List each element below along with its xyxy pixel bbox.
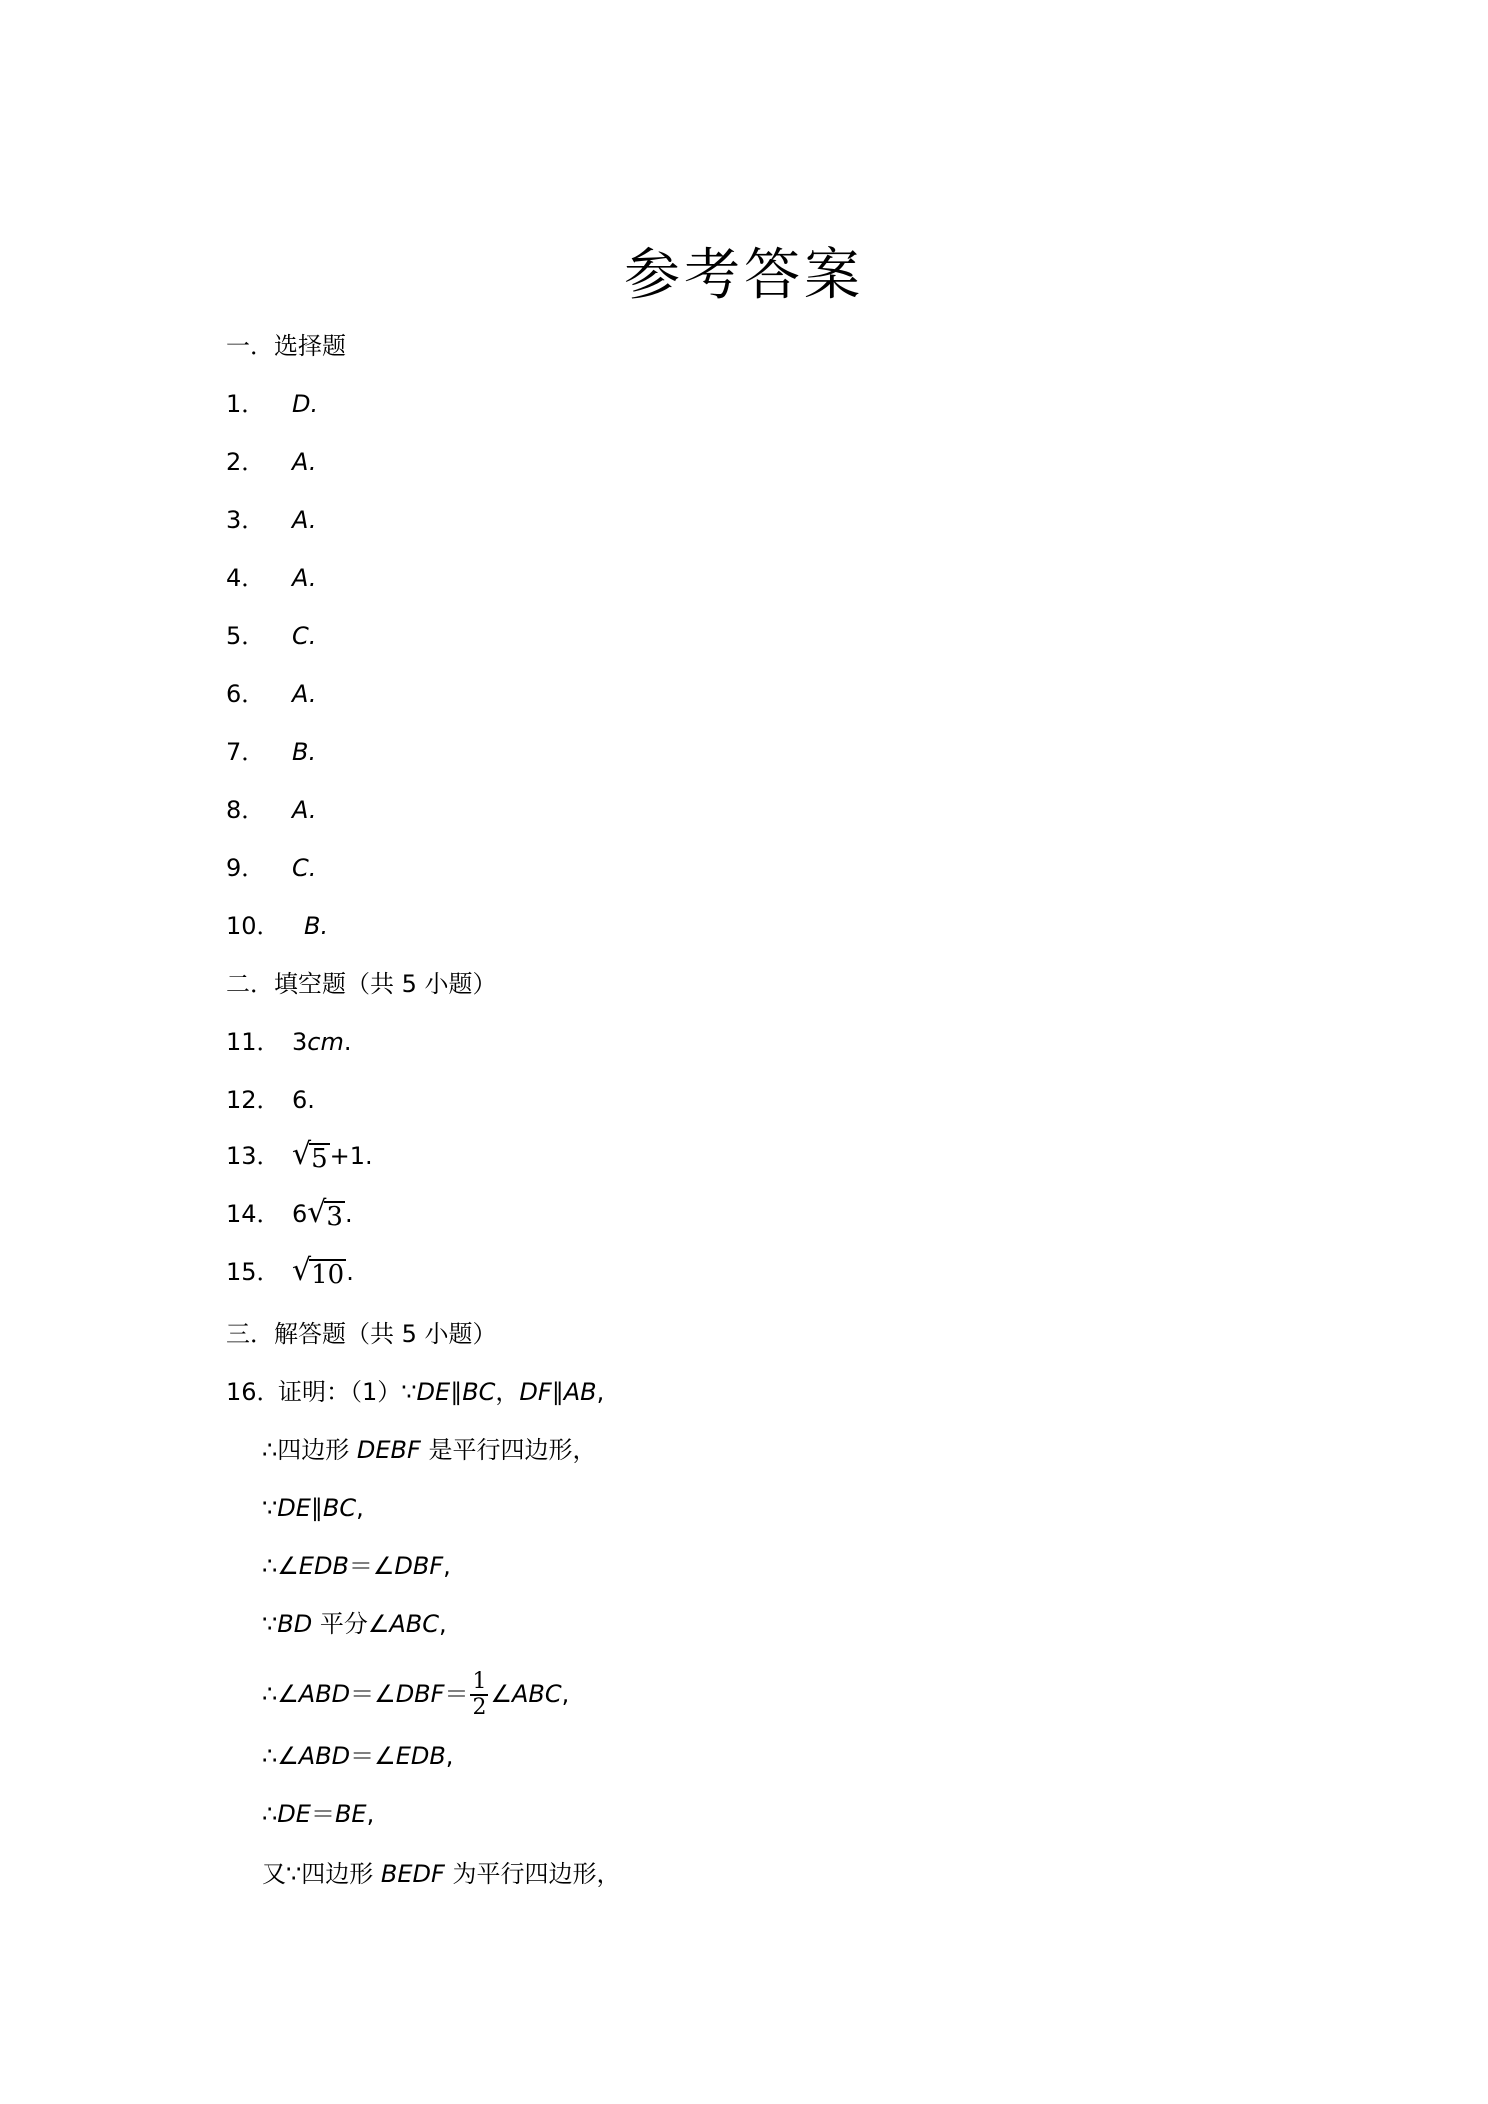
answer-item-7 bbox=[226, 736, 316, 768]
math-expr: ABD bbox=[298, 1680, 351, 1708]
math-expr: ABD bbox=[298, 1742, 351, 1770]
proof-text: , bbox=[439, 1610, 447, 1638]
proof-text: , bbox=[561, 1680, 570, 1708]
answer-item-11 bbox=[226, 1026, 352, 1058]
item-answer: A. bbox=[292, 796, 317, 824]
proof-line-5 bbox=[262, 1608, 447, 1640]
coefficient: 6 bbox=[292, 1200, 308, 1228]
item-number: 11． bbox=[226, 1028, 281, 1056]
proof-text: ∴ bbox=[262, 1800, 278, 1828]
proof-text: ＝∠ bbox=[348, 1552, 395, 1580]
item-answer-end: . bbox=[346, 1258, 354, 1286]
math-expr: DE∥BC bbox=[277, 1494, 357, 1522]
section-heading-solution: 三．解答题（共 5 小题） bbox=[226, 1320, 497, 1348]
item-number: 16． bbox=[226, 1378, 281, 1406]
math-expr: EDB bbox=[395, 1742, 446, 1770]
item-number: 7． bbox=[226, 738, 266, 766]
item-number: 2． bbox=[226, 448, 266, 476]
section-heading-choice: 一．选择题 bbox=[226, 332, 346, 360]
math-expr: ABC bbox=[389, 1610, 440, 1638]
item-number: 8． bbox=[226, 796, 266, 824]
proof-text: 为平行四边形， bbox=[444, 1860, 621, 1888]
math-expr: BEDF bbox=[380, 1860, 445, 1888]
radical-sign-icon: √ bbox=[292, 1253, 312, 1288]
item-answer: C. bbox=[292, 854, 317, 882]
answer-item-3 bbox=[226, 504, 317, 536]
item-number: 5． bbox=[226, 622, 266, 650]
square-root bbox=[307, 1195, 345, 1232]
proof-text: ＝ bbox=[310, 1800, 335, 1828]
fraction-denominator: 2 bbox=[472, 1695, 487, 1720]
answer-item-15 bbox=[226, 1253, 354, 1290]
proof-text: , bbox=[366, 1800, 375, 1828]
fraction-numerator: 1 bbox=[472, 1669, 487, 1694]
fraction bbox=[470, 1670, 488, 1720]
item-number: 10． bbox=[226, 912, 281, 940]
radical-sign-icon: √ bbox=[307, 1195, 327, 1230]
answer-item-10 bbox=[226, 910, 328, 942]
item-answer: D. bbox=[292, 390, 319, 418]
proof-text: ， bbox=[495, 1378, 520, 1406]
item-number: 3． bbox=[226, 506, 266, 534]
item-answer-value: 3 bbox=[292, 1028, 308, 1056]
square-root bbox=[292, 1137, 330, 1174]
item-answer: A. bbox=[292, 564, 317, 592]
item-number: 12． bbox=[226, 1086, 281, 1114]
proof-line-6 bbox=[262, 1666, 569, 1722]
proof-line-4 bbox=[262, 1550, 451, 1582]
proof-text: 又∵四边形 bbox=[262, 1860, 381, 1888]
math-expr: BD bbox=[277, 1610, 313, 1638]
answer-item-2 bbox=[226, 446, 317, 478]
item-answer: 6. bbox=[292, 1086, 315, 1114]
page-title: 参考答案 bbox=[624, 243, 864, 308]
proof-line-9 bbox=[262, 1858, 620, 1890]
item-answer: A. bbox=[292, 448, 317, 476]
math-expr: DF∥AB bbox=[519, 1378, 597, 1406]
math-expr: DEBF bbox=[356, 1436, 421, 1464]
proof-text: ∵ bbox=[262, 1610, 278, 1638]
proof-line-7 bbox=[262, 1740, 453, 1772]
math-expr: DBF bbox=[394, 1552, 444, 1580]
proof-text: , bbox=[443, 1552, 451, 1580]
answer-item-13 bbox=[226, 1137, 373, 1174]
item-answer-end: . bbox=[343, 1028, 352, 1056]
item-answer: B. bbox=[304, 912, 329, 940]
proof-text: ＝∠ bbox=[350, 1742, 396, 1770]
answer-item-5 bbox=[226, 620, 316, 652]
item-number: 9． bbox=[226, 854, 266, 882]
proof-text: 证明：（1）∵ bbox=[278, 1378, 417, 1406]
proof-text: , bbox=[445, 1742, 454, 1770]
item-answer-unit: cm bbox=[307, 1028, 344, 1056]
math-expr: DE∥BC bbox=[416, 1378, 496, 1406]
answer-item-14 bbox=[226, 1195, 353, 1232]
math-expr: ABC bbox=[511, 1680, 562, 1708]
item-answer-end: +1. bbox=[329, 1142, 373, 1170]
radicand: 5 bbox=[311, 1144, 328, 1174]
proof-line-8 bbox=[262, 1798, 374, 1830]
proof-text: ∵ bbox=[262, 1494, 278, 1522]
item-number: 13． bbox=[226, 1142, 281, 1170]
math-expr: DBF bbox=[395, 1680, 445, 1708]
answer-item-4 bbox=[226, 562, 317, 594]
item-answer: A. bbox=[292, 680, 317, 708]
math-expr: EDB bbox=[298, 1552, 349, 1580]
proof-line-3 bbox=[262, 1492, 364, 1524]
item-answer: A. bbox=[292, 506, 317, 534]
item-answer: C. bbox=[292, 622, 317, 650]
proof-text: ∴∠ bbox=[262, 1742, 299, 1770]
proof-text: , bbox=[596, 1378, 605, 1406]
answer-item-6 bbox=[226, 678, 317, 710]
answer-item-1 bbox=[226, 388, 318, 420]
item-number: 1． bbox=[226, 390, 266, 418]
item-number: 4． bbox=[226, 564, 266, 592]
section-heading-fill: 二．填空题（共 5 小题） bbox=[226, 970, 497, 998]
proof-text: , bbox=[356, 1494, 364, 1522]
item-number: 14． bbox=[226, 1200, 281, 1228]
item-answer-end: . bbox=[344, 1200, 353, 1228]
proof-text: ∠ bbox=[490, 1680, 512, 1708]
proof-line-2 bbox=[262, 1434, 596, 1466]
math-expr: DE bbox=[277, 1800, 311, 1828]
item-number: 15． bbox=[226, 1258, 281, 1286]
item-number: 6． bbox=[226, 680, 266, 708]
proof-text: ∴∠ bbox=[262, 1680, 299, 1708]
radicand: 3 bbox=[326, 1202, 343, 1232]
proof-text: ＝ bbox=[444, 1680, 469, 1708]
proof-text: 是平行四边形， bbox=[420, 1436, 597, 1464]
math-expr: BE bbox=[334, 1800, 367, 1828]
proof-text: ＝∠ bbox=[350, 1680, 396, 1708]
answer-item-9 bbox=[226, 852, 316, 884]
radical-sign-icon: √ bbox=[292, 1137, 312, 1172]
square-root bbox=[292, 1253, 346, 1290]
answer-item-8 bbox=[226, 794, 317, 826]
proof-line-1 bbox=[226, 1376, 604, 1408]
proof-text: ∴四边形 bbox=[262, 1436, 357, 1464]
item-answer: B. bbox=[292, 738, 317, 766]
proof-text: ∴∠ bbox=[262, 1552, 299, 1580]
radicand: 10 bbox=[311, 1260, 345, 1290]
answer-item-12 bbox=[226, 1084, 315, 1116]
proof-text: 平分∠ bbox=[312, 1610, 390, 1638]
